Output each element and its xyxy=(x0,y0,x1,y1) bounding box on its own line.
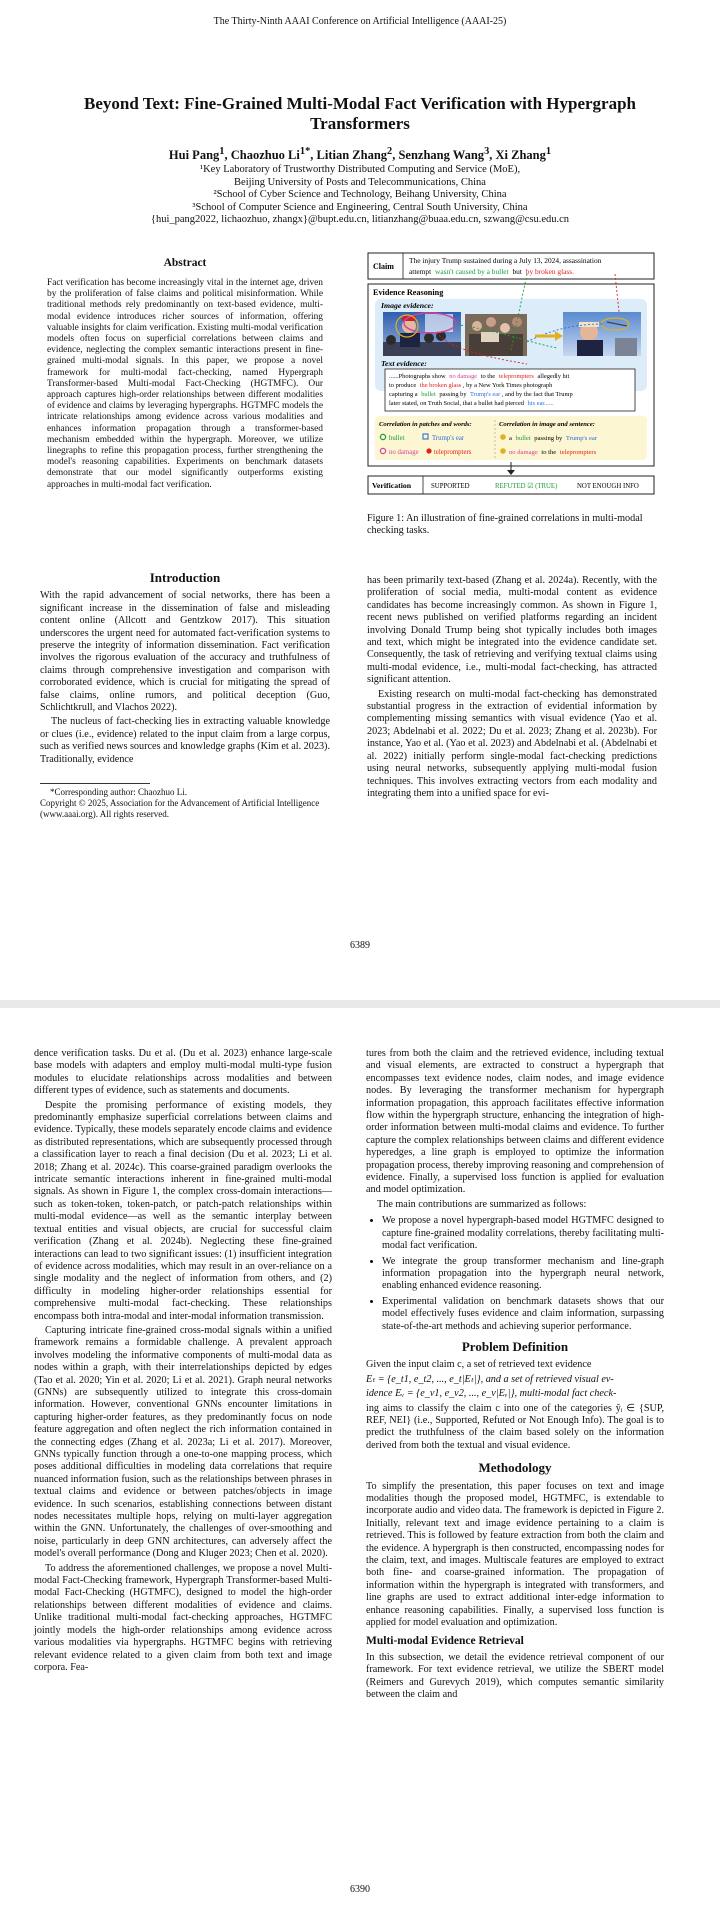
page-number: 6390 xyxy=(350,1884,370,1895)
author: Hui Pang xyxy=(168,148,220,163)
footnote-rule xyxy=(40,783,150,784)
patch-ear: Trump's ear xyxy=(432,435,465,442)
author-sup: 3 xyxy=(484,146,490,157)
author-emails: {hui_pang2022, lichaozhuo, zhangx}@bupt.edu.cn, litianzhang@buaa.edu.cn, szwang@csu.edu.cn xyxy=(150,214,570,225)
contribution-item: • We propose a novel hypergraph-based model HGTMFC designed to capture fine-grained modality correlations, thereby facilitating multi-modal fact verification. xyxy=(382,1215,664,1252)
retrieval-heading: Multi-modal Evidence Retrieval xyxy=(366,1635,524,1648)
patch-teleprompters: teleprompters xyxy=(434,449,472,456)
text-evidence-run: bullet xyxy=(421,391,436,398)
text-evidence-run: to produce xyxy=(389,382,417,389)
text-evidence-run: allegedly hit xyxy=(537,373,570,380)
sentence-run: passing by xyxy=(534,435,563,442)
conference-header: The Thirty-Ninth AAAI Conference on Artificial Intelligence (AAAI-25) xyxy=(213,16,507,27)
text-evidence-label: Text evidence: xyxy=(381,359,427,368)
paragraph: With the rapid advancement of social networks, there has been a significant increase in the dissemination of false and misleading content online (Allcott and Gentzkow 2017). This situation underscores the urgent need for automated fact-verification systems to preserve the integrity of information dissemination. Fact verification involves the rigorous evaluation of the accuracy and truthfulness of claims through comprehensive investigation and comparison with corroborated evidence, which is crucial for mitigating the spread of false claims, online rumors, and political deception (Guo, Schlichtkrull, and Vlachos 2022). xyxy=(40,590,330,714)
label-refuted: REFUTED ☑ (TRUE) xyxy=(495,483,558,490)
paragraph: To address the aforementioned challenges, we propose a novel Multi-modal Fact-Checking framework, Hypergraph Transformer-based Multi-modal Fact-Checking (HGTMFC), designed to model the high-order relationships between different modalities of evidence and claims. Unlike traditional multi-modal fact-checking approaches, HGTMFC jointly models the high-order relationships among evidence across various modalities via hypergraphs. HGTMFC begins with retrieving relevant evidence related to a given claim from both text and image corpora. Fea- xyxy=(34,1562,332,1673)
text-evidence-run: capturing a xyxy=(389,391,418,398)
copyright-note: Copyright © 2025, Association for the Advancement of Artificial Intelligence (www.aaai.org). All rights reserved. xyxy=(40,798,320,819)
sentence-1-marker-icon xyxy=(500,434,506,440)
image-evidence-photo-1 xyxy=(383,312,461,356)
page-number: 6389 xyxy=(350,940,370,951)
abstract-text: Fact verification has become increasingly vital in the internet age, driven by the proliferation of false claims and political misinformation. While traditional methods rely predominantly on text-based evidence, multi-modal evidence introduces richer sources of information, offering valuable insights for claim verification. Existing multi-modal verification models often focus on superficial correlations between claims and evidence, neglecting the complex semantic interactions present in fine-grained multi-modal signals. In this paper, we propose a novel framework for multi-modal fact-checking, named Hypergraph Transformer-based Multi-modal Fact-Checking (HGTMFC). Our approach captures high-order relationships between different modalities of evidence and claims by leveraging hypergraphs. HGTMFC models the intricate relationships among evidence across various modalities and enhances information propagation through a transformer-based mechanism embedded within the hypergraph. Moreover, we utilize linegraphs to refine this propagation process, further strengthening the model's reasoning capabilities. Experiments on benchmark datasets demonstrate that our model significantly outperforms existing approaches in multi-modal fact verification. xyxy=(47,278,323,490)
introduction-heading: Introduction xyxy=(149,570,221,585)
paragraph: has been primarily text-based (Zhang et al. 2024a). Recently, with the proliferation of social media, multi-modal content as evidence candidates has become increasingly common. As shown in Figure 1, recent news published on verified platforms regarding an incident involving Donald Trump being shot typically includes both images and text, which might be integrated into the evidence candidate set. Consequently, the task of retrieving and verifying textual claims using multi-modal evidence, i.e., multi-modal fact-checking, has attracted significant attention. xyxy=(367,575,657,686)
problem-text: ing aims to classify the claim c into one of the categories ŷᵢ ∈ {SUP, REF, NEI} (i.e., Supported, Refuted or Not Enough Info). The goal is to predict the truthfulness of the claim based solely on the information derived from both the textual and visual evidence. xyxy=(366,1402,664,1451)
affiliation-line: ¹Key Laboratory of Trustworthy Distributed Computing and Service (MoE), xyxy=(199,164,521,175)
text-evidence-run: , and by the fact that Trump xyxy=(501,391,573,398)
affiliation-line: ³School of Computer Science and Engineering, Central South University, China xyxy=(192,201,528,213)
text-evidence-run: the broken glass xyxy=(419,382,462,389)
author-sup: 2 xyxy=(387,146,393,157)
image-evidence-photo-2 xyxy=(465,314,527,356)
footnotes xyxy=(40,783,330,820)
sentence-run: Trump's ear xyxy=(565,435,598,442)
patch-word-correlation-title: Correlation in patches and words: xyxy=(379,421,472,428)
methodology-text: To simplify the presentation, this paper focuses on text and image modalities though the proposed model, HGTMFC, is extendable to incorporate audio and video data. The framework is depicted in Figure 2. Initially, relevant text and image evidence pertaining to a claim is retrieved. This is followed by feature extraction from both the claim and the evidence. A hypergraph is then constructed, encompassing nodes for the claim, text, and images. Multiscale features are employed to extract both fine- and coarse-grained information. The propagation of information within the hypergraph is integrated with transformers, and line graphs are used to extract additional inter-edge information to enhance reasoning capabilities. Finally, a supervised loss function is applied for model evaluation and optimization. xyxy=(366,1480,664,1629)
contributions-list xyxy=(366,1215,664,1333)
introduction-left xyxy=(40,572,330,768)
patch-no-damage: no damage xyxy=(389,449,419,456)
paper-title: Beyond Text: Fine-Grained Multi-Modal Fact Verification with Hypergraph Transformers xyxy=(83,94,636,133)
text-evidence-run: teleprompters xyxy=(498,373,534,380)
figure-1 xyxy=(367,252,655,500)
abstract-heading: Abstract xyxy=(163,257,207,269)
text-evidence-run: passing by xyxy=(439,391,467,398)
problem-math: idence Eᵥ = {e_v1, e_v2, ..., e_v|Eᵥ|}, multi-modal fact check- xyxy=(366,1388,617,1400)
label-supported: SUPPORTED xyxy=(431,483,470,490)
text-evidence-run: , by a New York Times photograph xyxy=(462,382,553,389)
text-evidence-run: his ear...... xyxy=(527,400,554,407)
sentence-correlation-1 xyxy=(509,435,598,442)
problem-text: Given the input claim c, a set of retrieved text evidence xyxy=(366,1359,592,1371)
problem-math: Eₜ = {e_t1, e_t2, ..., e_t|Eₜ|}, and a set of retrieved visual ev- xyxy=(366,1373,614,1385)
claim-text: but xyxy=(512,267,522,276)
claim-red-phrase: by broken glass. xyxy=(525,267,575,276)
page-2 xyxy=(0,1008,720,1920)
text-evidence-run: later stated, on Truth Social, that a bullet had pierced xyxy=(389,400,525,407)
author-list: Hui Pang$^1$, Chaozhuo $Li^{1*}$, Litian Zhang$^2$, Senzhang Wang$^3$, Xi Zhang$^1$ xyxy=(168,146,552,163)
sentence-run: no damage xyxy=(509,449,538,456)
claim-text-line-1: The injury Trump sustained during a July 13, 2024, assassination xyxy=(409,256,602,265)
patch-bullet: bullet xyxy=(389,435,405,442)
sentence-run: a xyxy=(509,435,512,442)
figure-1-caption: Figure 1: An illustration of fine-grained correlations in multi-modal checking tasks. xyxy=(367,513,643,537)
author-sup: 1 xyxy=(219,146,225,157)
image-sentence-correlation-title: Correlation in image and sentence: xyxy=(499,421,595,428)
paragraph: The main contributions are summarized as follows: xyxy=(377,1198,587,1210)
sentence-2-marker-icon xyxy=(500,448,506,454)
contribution-item: • Experimental validation on benchmark datasets shows that our model effectively fuses evidence and claim information, surpassing state-of-the-art methods and achieving superior performance. xyxy=(382,1296,664,1333)
text-evidence-run: Trump's ear xyxy=(470,391,501,398)
author: Senzhang Wang xyxy=(398,148,485,163)
image-evidence-label: Image evidence: xyxy=(381,301,434,310)
paragraph: The nucleus of fact-checking lies in extracting valuable knowledge or clues (i.e., evidence) related to the input claim from a large corpus, such as verified news sources and knowledge graphs (Kim et al. 2023). Traditionally, evidence xyxy=(40,716,330,765)
paragraph: tures from both the claim and the retrieved evidence, including textual and visual elements, are extracted to construct a hypergraph that encompasses text evidence nodes, claim nodes, and image evidence nodes. By leveraging the transformer mechanism for hypergraph information propagation, this approach facilitates effective information flow within the hypergraph structure, enhancing the integration of high-order information between multi-modal claims and evidence. To further capture the complex relationships between claims and different evidence hyperedges, a line graph is employed to optimize the information propagation process, thereby improving reasoning and comprehension of evidence. Finally, a supervised loss function is applied for evaluation and model optimization. xyxy=(366,1048,664,1196)
label-not-enough-info: NOT ENOUGH INFO xyxy=(577,483,639,490)
contribution-item: • We integrate the group transformer mechanism and line-graph information propagation into the hypergraph neural network, enabling enhanced evidence reasoning. xyxy=(382,1256,664,1293)
claim-green-phrase: wasn't caused by a bullet xyxy=(435,267,509,276)
text-evidence-run: ......Photographs show xyxy=(389,373,446,380)
text-evidence-line-3 xyxy=(389,391,573,398)
down-arrowhead-icon xyxy=(507,470,515,475)
introduction-right xyxy=(367,575,657,802)
text-evidence-line-2 xyxy=(389,382,553,389)
paragraph: Despite the promising performance of existing models, they predominantly emphasize superficial correlations between claims and evidence. Typically, these models separately encode claims and evidence as distributed representations, which are subsequently processed through a classification layer to reach a final decision (Du et al. 2023; Li et al. 2018; Zhang et al. 2024c). This coarse-grained paradigm overlooks the intricate semantic interactions inherent in fine-grained multi-modal signals. As shown in Figure 1, the complex cross-domain interactions—such as token-token, token-patch, or patch-patch relationships within multi-modal evidence—as well as the semantic interplay between textual entities and visual objects, are crucial for successful claim verification (Zhang et al. 2024b). Neglecting these fine-grained interactions can lead to two significant issues: (1) insufficient integration of evidence across modalities, which may result in an over-reliance on a single modality and the neglect of information from others, and (2) difficulty in modeling higher-order relationships essential for comprehensive multi-modal fact-checking. These relationships encompass both intra-modal and inter-modal information transmission. xyxy=(34,1099,332,1322)
author: Xi Zhang xyxy=(495,148,546,163)
claim-text: attempt xyxy=(409,267,432,276)
sentence-correlation-2 xyxy=(509,449,597,456)
affiliation-line: ²School of Cyber Science and Technology, Beihang University, China xyxy=(213,189,507,200)
text-evidence-line-4 xyxy=(389,400,554,407)
problem-definition-heading: Problem Definition xyxy=(461,1338,569,1354)
sentence-run: bullet xyxy=(515,435,531,442)
affiliation-line: Beijing University of Posts and Telecommunications, China xyxy=(234,176,486,188)
sentence-run: to the xyxy=(541,449,557,456)
text-evidence-run: no damage xyxy=(449,373,478,380)
paragraph: Capturing intricate fine-grained cross-modal signals within a unified framework remains a formidable challenge. A prevalent approach involves modeling the informative components of multi-modal data as nodes within a graph, with their interrelationships depicted by edges (Tao et al. 2020; Yin et al. 2020; Li et al. 2021). Graph neural networks (GNNs) are subsequently utilized to integrate this cross-domain information. However, conventional GNNs encounter limitations in capturing higher-order features, as they predominantly focus on node feature aggregation and often neglect the rich information contained in the connecting edges (Zhang et al. 2023a; Li et al. 2017). Moreover, GNNs typically function through a one-to-one mapping process, which poses additional difficulties in modeling data correlations that require nuanced information fusion, such as the relationships between phrases in textual claims and evidence or between patches/objects in image evidence. In such scenarios, establishing connections between distant nodes necessitates multiple hops, relying on multi-layer aggregation within the GNN. Unfortunately, the challenges of over-smoothing and noise, particularly in deep GNN architectures, can adversely affect the model's overall performance (Dong and Kluger 2023; Chen et al. 2020). xyxy=(34,1324,332,1560)
text-evidence-run: to the xyxy=(480,373,496,380)
author-sup: 1* xyxy=(299,146,311,157)
page-2-left-column xyxy=(34,1048,332,1676)
sentence-run: teleprompters xyxy=(559,449,597,456)
corresponding-author-note: *Corresponding author: Chaozhuo Li. xyxy=(50,787,187,797)
author: Chaozhuo Li xyxy=(230,148,300,163)
paragraph: dence verification tasks. Du et al. (Du et al. 2023) enhance large-scale base models with adapters and employ multi-modal multi-type fusion modules to elucidate relationships across modalities and between different types of evidence, such as statements and documents. xyxy=(34,1048,332,1097)
author-sup: 1 xyxy=(545,146,552,157)
author: Litian Zhang xyxy=(316,148,388,163)
retrieval-text: In this subsection, we detail the evidence retrieval component of our framework. For text evidence retrieval, we utilize the SBERT model (Reimers and Gurevych 2019), which computes semantic similarity between the claim and xyxy=(366,1651,664,1701)
paragraph: Existing research on multi-modal fact-checking has demonstrated substantial progress in the extraction of evidential information by complementing missing semantics with visual evidence (Yao et al. 2023; Abdelnabi et al. 2022; Du et al. 2023; Zhang et al. 2023b). For instance, Yao et al. (Yao et al. 2023) and Abdelnabi et al. (Abdelnabi et al. 2022) initially perform single-modal fact-checking predictions using neural networks, subsequently applying multi-modal fusion techniques. This involves extracting vectors from each modality and integrating them into a unified space for evi- xyxy=(367,688,657,799)
page-2-right-column xyxy=(366,1048,664,1704)
methodology-heading: Methodology xyxy=(478,1460,552,1476)
evidence-reasoning-label: Evidence Reasoning xyxy=(373,288,444,297)
verification-label: Verification xyxy=(372,481,412,490)
affiliations xyxy=(40,164,680,227)
claim-label: Claim xyxy=(373,262,394,271)
image-evidence-photo-3 xyxy=(563,312,641,356)
teleprompter-marker-icon xyxy=(426,448,431,453)
